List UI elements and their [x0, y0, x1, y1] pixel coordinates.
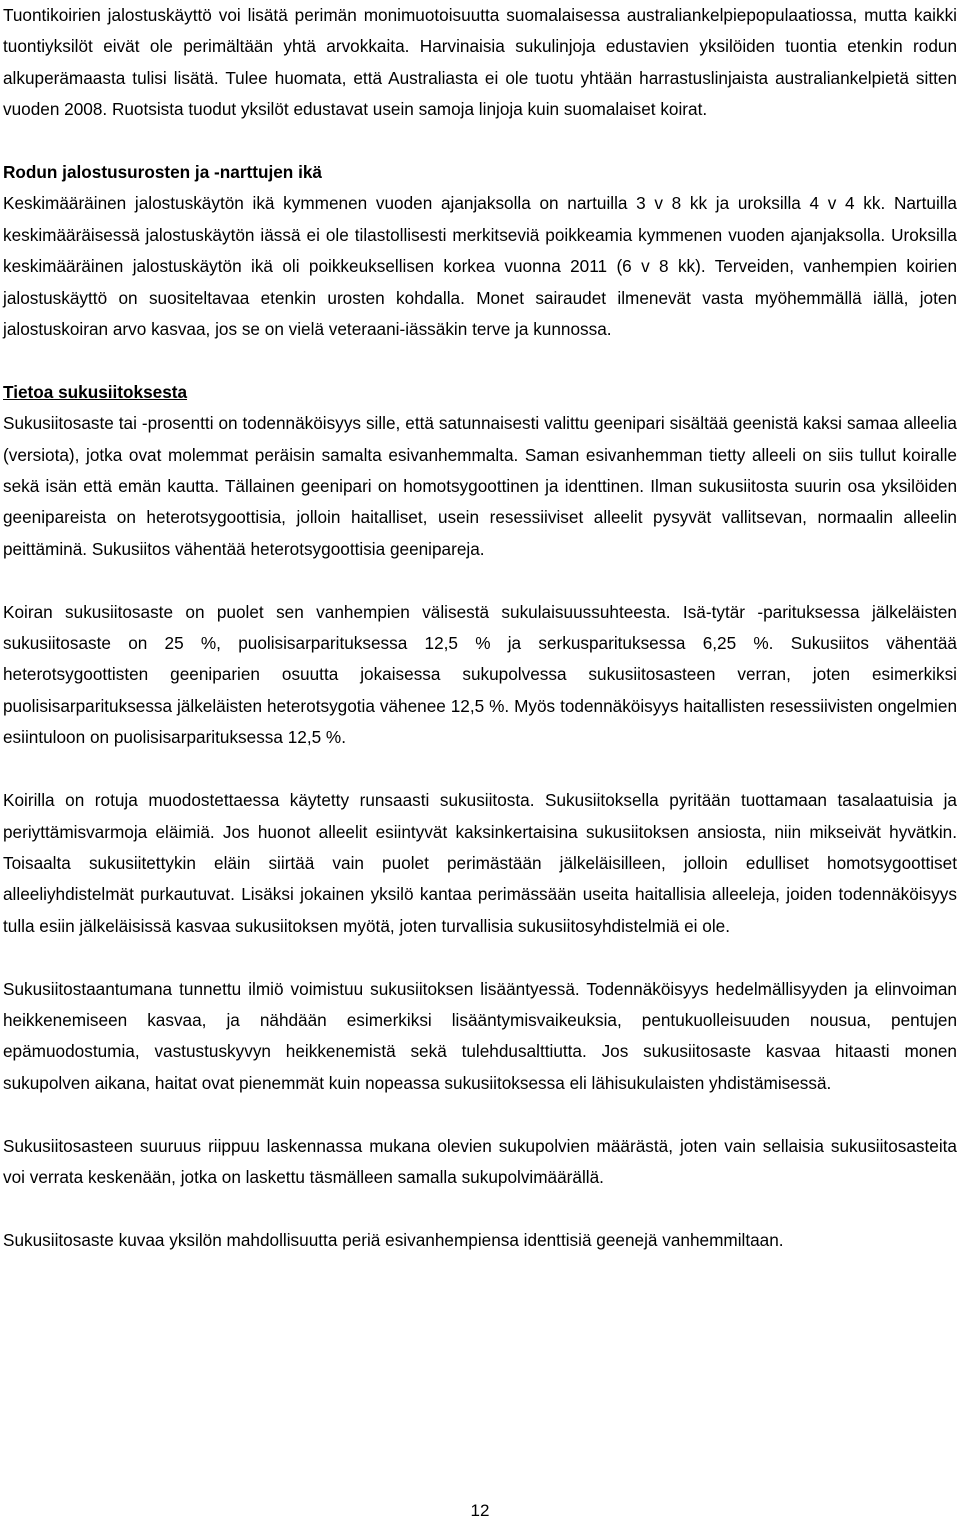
breeding-age-paragraph: Keskimääräinen jalostuskäytön ikä kymmenen vuoden ajanjaksolla on nartuilla 3 v 8 kk ja uroksilla 4 v 4 kk. Nartuilla keskimääräisessä jalostuskäytön iässä ei ole tilastollisesti merkitseviä poikkeamia kymmenen vuoden ajanjaksolla. Uroksilla keskimääräinen jalostuskäytön ikä oli poikkeuksellisen korkea vuonna 2011 (6 v 8 kk). Terveiden, vanhempien koirien jalostuskäyttö on suositeltavaa etenkin urosten kohdalla. Monet sairaudet ilmenevät vasta myöhemmällä iällä, joten jalostuskoiran arvo kasvaa, jos se on vielä veteraani-iässäkin terve ja kunnossa. — [3, 193, 957, 340]
inbreeding-paragraph-3: Koirilla on rotuja muodostettaessa käytetty runsaasti sukusiitosta. Sukusiitoksella pyritään tuottamaan tasalaatuisia ja periyttämisvarmoja eläimiä. Jos huonot alleelit esiintyvät kaksinkertaisina sukusiitoksen ansiosta, niin mikseivät hyvätkin. Toisaalta sukusiitettykin eläin siirtää vain puolet perimästään jälkeläisilleen, jolloin edulliset homotsygoottiset alleeliyhdistelmät purkautuvat. Lisäksi jokainen yksilö kantaa perimässään useita haitallisia alleeleja, joiden todennäköisyys tulla esiin jälkeläisissä kasvaa sukusiitoksen myötä, joten turvallisia sukusiitosyhdistelmiä ei ole. — [3, 790, 957, 936]
paragraph-spacer — [3, 942, 957, 973]
paragraph-spacer — [3, 345, 957, 376]
paragraph-spacer — [3, 565, 957, 596]
document-page — [3, 0, 957, 1256]
intro-paragraph: Tuontikoirien jalostuskäyttö voi lisätä perimän monimuotoisuutta suomalaisessa australiankelpiepopulaatiossa, mutta kaikki tuontiyksilöt eivät ole perimältään yhtä arvokkaita. Harvinaisia sukulinjoja edustavien yksilöiden tuontia etenkin rodun alkuperämaasta tulisi lisätä. Tulee huomata, että Australiasta ei ole tuotu yhtään harrastuslinjaista australiankelpietä sitten vuoden 2008. Ruotsista tuodut yksilöt edustavat usein samoja linjoja kuin suomalaiset koirat. — [3, 5, 957, 120]
page-number: 12 — [470, 1501, 490, 1520]
inbreeding-paragraph-4: Sukusiitostaantumana tunnettu ilmiö voimistuu sukusiitoksen lisääntyessä. Todennäköisyys hedelmällisyyden ja elinvoiman heikkenemiseen kasvaa, ja nähdään esimerkiksi lisääntymisvaikeuksia, pentukuolleisuuden nousua, pentujen epämuodostumia, vastustuskyvyn heikkenemistä sekä tulehdusalttiutta. Jos sukusiitosaste kasvaa hitaasti monen sukupolven aikana, haitat ovat pienemmät kuin nopeassa sukusiitoksessa eli lähisukulaisten yhdistämisessä. — [3, 978, 957, 1093]
section-heading-inbreeding: Tietoa sukusiitoksesta — [3, 381, 188, 402]
inbreeding-paragraph-1: Sukusiitosaste tai -prosentti on todennäköisyys sille, että satunnaisesti valittu geenipari sisältää geenistä kaksi samaa alleelia (versiota), jotka ovat molemmat peräisin samalta esivanhemmalta. Saman esivanhemman tietty alleeli on siis tullut koiralle sekä isän että emän kautta. Tällainen geenipari on homotsygoottinen ja identtinen. Ilman sukusiitosta suurin osa yksilöiden geenipareista on heterotsygoottisia, jolloin haitalliset, usein resessiiviset alleelit pysyvät vallitsevan, normaalin alleelin peittäminä. Sukusiitos vähentää heterotsygoottisia geenipareja. — [3, 413, 957, 559]
section-heading-breeding-age: Rodun jalostusurosten ja -narttujen ikä — [3, 162, 322, 183]
inbreeding-paragraph-2: Koiran sukusiitosaste on puolet sen vanhempien välisestä sukulaisuussuhteesta. Isä-tytär -parituksessa jälkeläisten sukusiitosaste on 25 %, puolisisarparituksessa 12,5 % ja serkusparituksessa 6,25 %. Sukusiitos vähentää heterotsygoottisten geeniparien osuutta jokaisessa sukupolvessa sukusiitosasteen verran, joten esimerkiksi puolisisarparituksessa jälkeläisten heterotsygotia vähenee 12,5 %. Myös todennäköisyys haitallisten resessiivisten ongelmien esiintuloon on puolisisarparituksessa 12,5 %. — [3, 601, 957, 748]
paragraph-spacer — [3, 1099, 957, 1130]
inbreeding-paragraph-6: Sukusiitosaste kuvaa yksilön mahdollisuutta periä esivanhempiensa identtisiä geenejä vanhemmiltaan. — [3, 1229, 784, 1250]
inbreeding-paragraph-5: Sukusiitosasteen suuruus riippuu laskennassa mukana olevien sukupolvien määrästä, joten vain sellaisia sukusiitosasteita voi verrata keskenään, jotka on laskettu täsmälleen samalla sukupolvimäärällä. — [3, 1135, 957, 1187]
paragraph-spacer — [3, 1193, 957, 1224]
paragraph-spacer — [3, 126, 957, 157]
paragraph-spacer — [3, 754, 957, 785]
